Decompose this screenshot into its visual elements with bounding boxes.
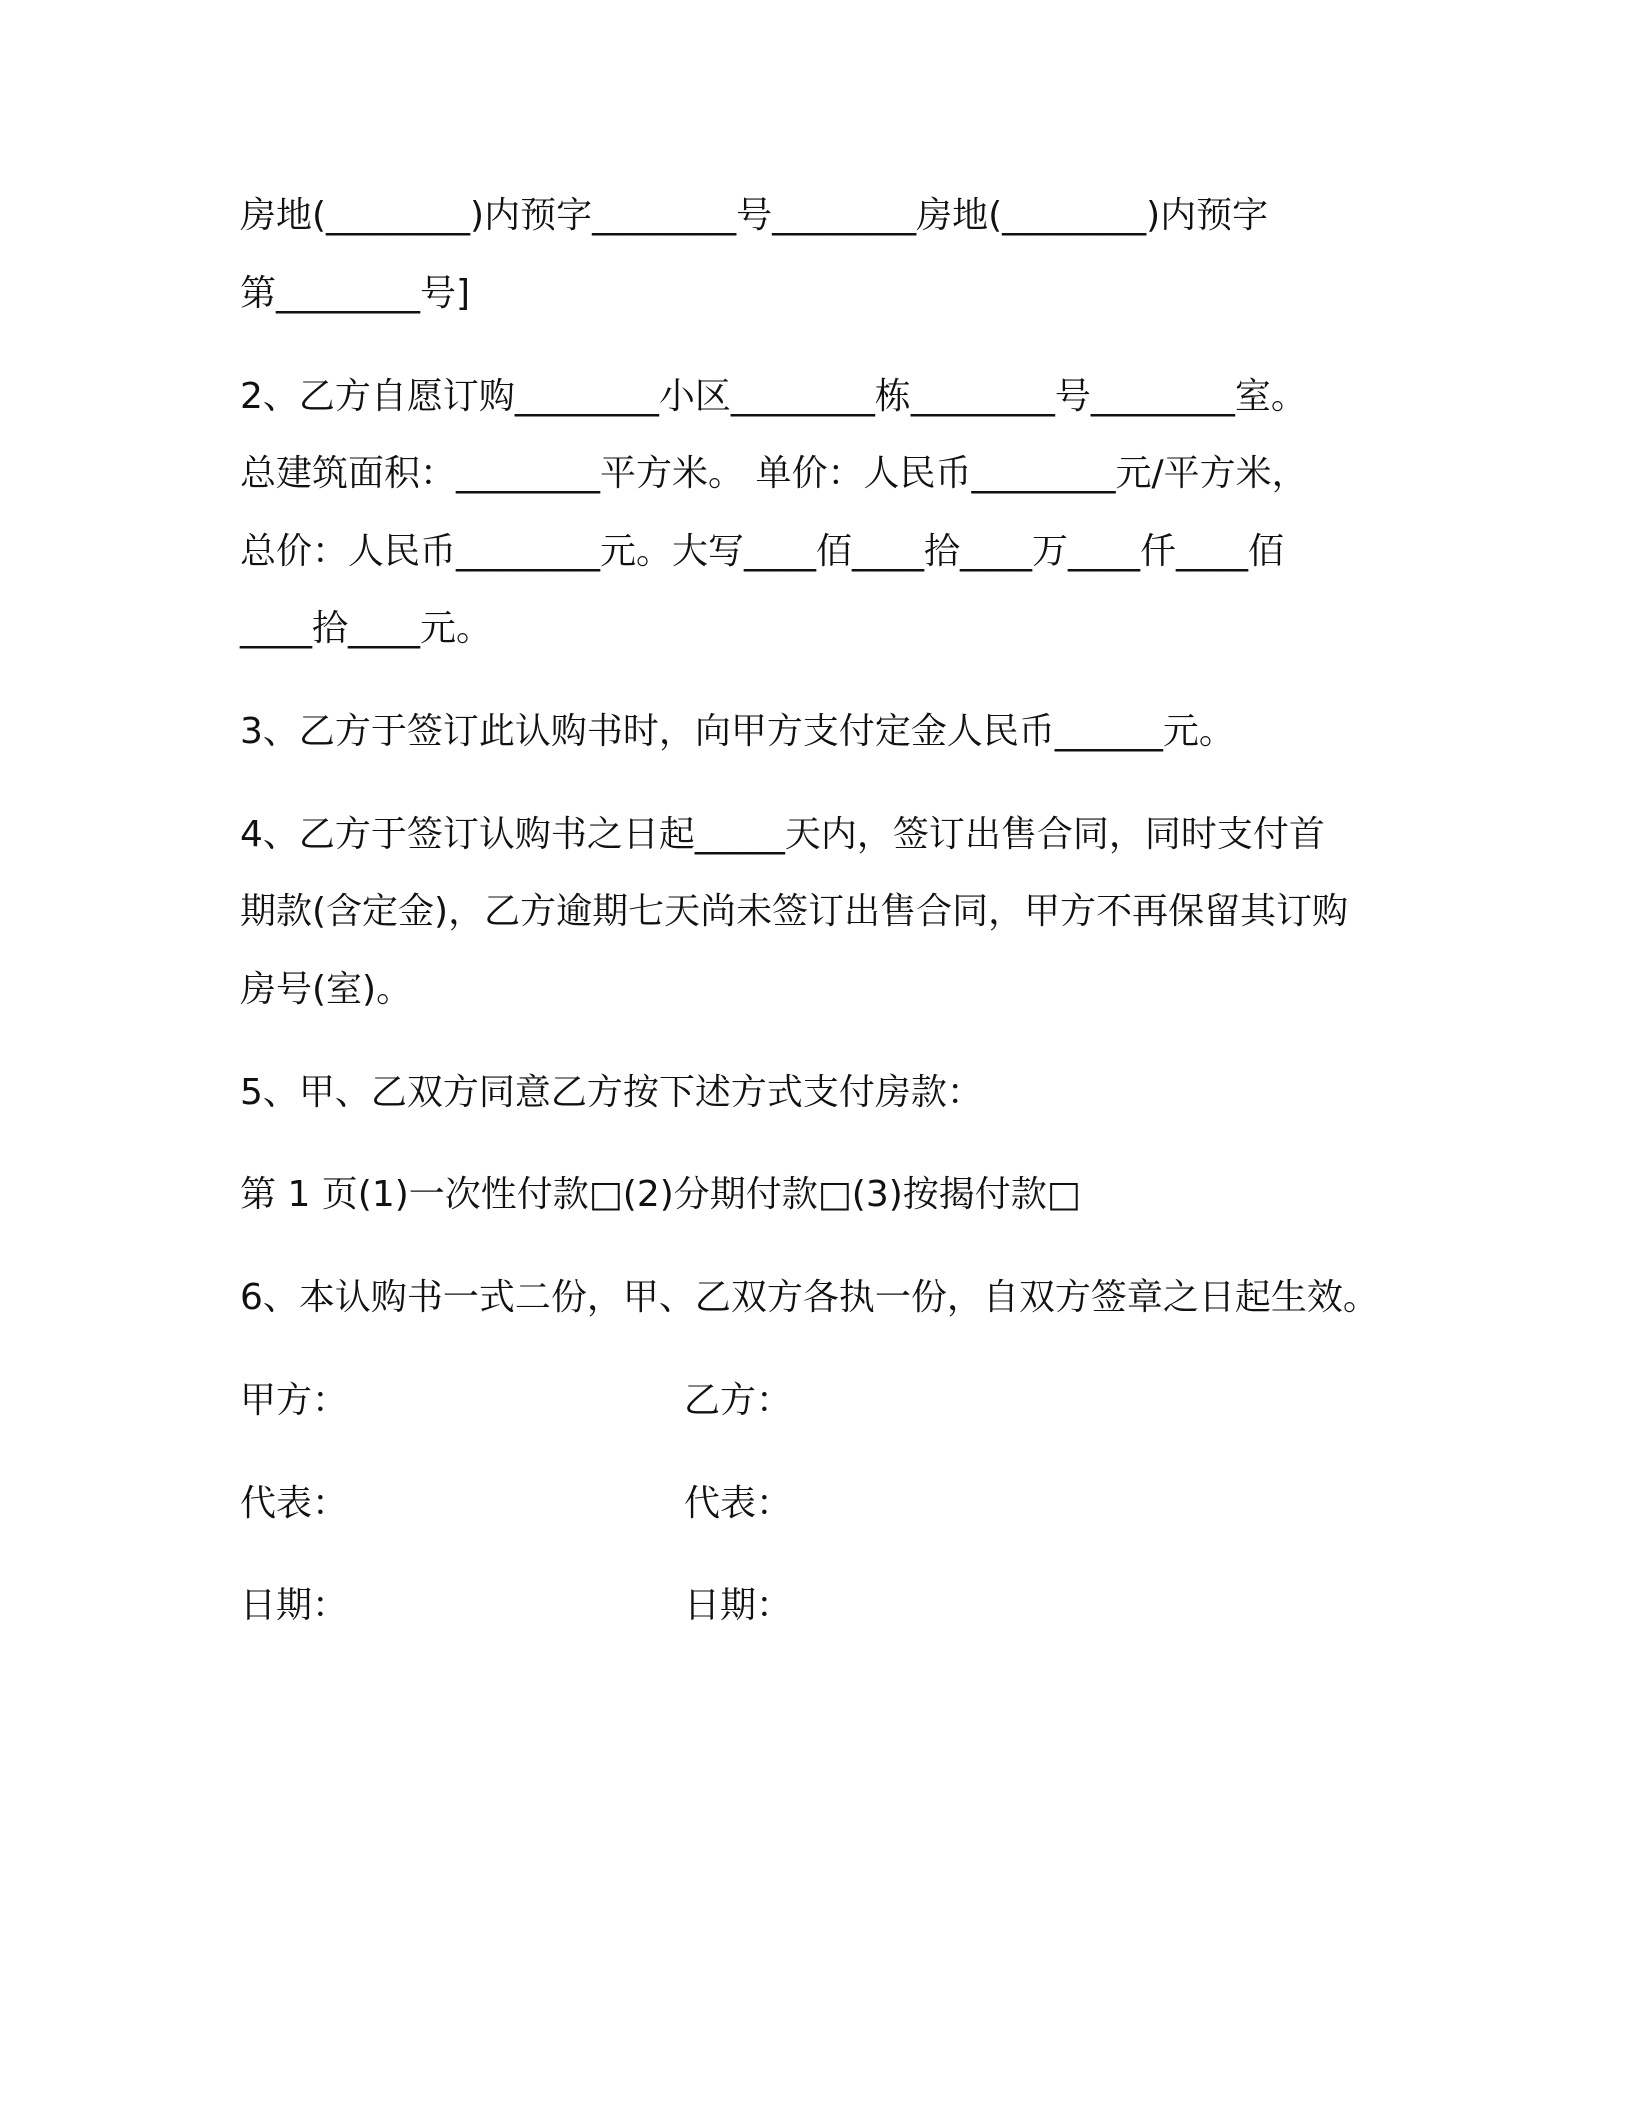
party-a-label: 甲方： <box>240 1380 349 1421</box>
clause-3: 3、乙方于签订此认购书时，向甲方支付定金人民币______元。 <box>240 711 1235 752</box>
representative-b-label: 代表： <box>684 1483 793 1524</box>
date-b-label: 日期： <box>684 1585 793 1626</box>
party-b-label: 乙方： <box>684 1380 793 1421</box>
representative-a-label: 代表： <box>240 1483 349 1524</box>
clause-4-line-2: 期款(含定金)，乙方逾期七天尚未签订出售合同，甲方不再保留其订购 <box>240 891 1349 932</box>
clause-2-line-3: 总价：人民币________元。大写____佰____拾____万____仟____佰 <box>240 531 1285 572</box>
clause-2-line-1: 2、乙方自愿订购________小区________栋________号________室。 <box>240 376 1307 417</box>
clause-4-line-3: 房号(室)。 <box>240 969 413 1010</box>
text-line-registration: 房地(________)内预字________号________房地(________)内预字 <box>240 195 1269 236</box>
payment-options-line: 第 1 页(1)一次性付款□(2)分期付款□(3)按揭付款□ <box>240 1174 1081 1215</box>
clause-4-line-1: 4、乙方于签订认购书之日起_____天内，签订出售合同，同时支付首 <box>240 814 1325 855</box>
date-a-label: 日期： <box>240 1585 349 1626</box>
text-line-registration-number: 第________号] <box>240 273 471 314</box>
clause-6: 6、本认购书一式二份，甲、乙双方各执一份，自双方签章之日起生效。 <box>240 1277 1379 1318</box>
clause-2-line-2: 总建筑面积：________平方米。 单价：人民币________元/平方米， <box>240 453 1308 494</box>
clause-5: 5、甲、乙双方同意乙方按下述方式支付房款： <box>240 1072 983 1113</box>
clause-2-line-4: ____拾____元。 <box>240 608 493 649</box>
